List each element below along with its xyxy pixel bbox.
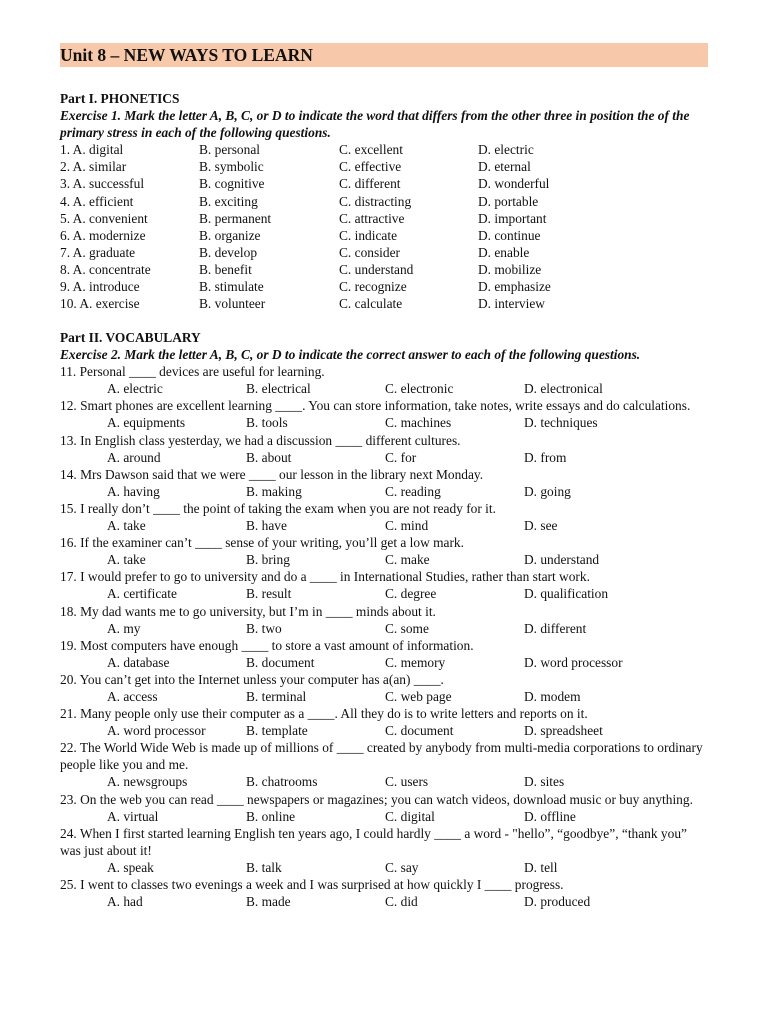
phonetics-rows bbox=[60, 141, 720, 312]
answer-option: D. different bbox=[524, 620, 587, 636]
question-text: 19. Most computers have enough ____ to store a vast amount of information. bbox=[60, 637, 474, 653]
answer-option: C. some bbox=[385, 620, 429, 636]
answer-option: B. about bbox=[246, 449, 292, 465]
answer-option: B. tools bbox=[246, 415, 288, 431]
phonetics-row bbox=[60, 158, 720, 175]
answer-option: B. result bbox=[246, 586, 292, 602]
question-text: 16. If the examiner can’t ____ sense of your writing, you’ll get a low mark. bbox=[60, 535, 464, 551]
question-text: 22. The World Wide Web is made up of millions of ____ created by anybody from multi-media corporations to ordinary people like you and me. bbox=[60, 740, 703, 773]
phonetics-option: B. stimulate bbox=[199, 279, 264, 295]
part1-instruction: Exercise 1. Mark the letter A, B, C, or D to indicate the word that differs from the other three in position the of the primary stress in each of the following questions. bbox=[60, 108, 690, 141]
answer-option: D. from bbox=[524, 449, 567, 465]
answer-option: A. take bbox=[107, 552, 146, 568]
question-text: 18. My dad wants me to go university, but I’m in ____ minds about it. bbox=[60, 603, 436, 619]
answer-option: B. making bbox=[246, 483, 302, 499]
part2-section bbox=[60, 329, 720, 910]
question-text: 21. Many people only use their computer as a ____. All they do is to write letters and reports on it. bbox=[60, 706, 588, 722]
answer-option: D. modem bbox=[524, 688, 581, 704]
answer-option: B. electrical bbox=[246, 381, 311, 397]
phonetics-option: 4. A. efficient bbox=[60, 193, 134, 209]
part2-heading: Part II. VOCABULARY bbox=[60, 330, 201, 345]
phonetics-option: 7. A. graduate bbox=[60, 244, 136, 260]
phonetics-row bbox=[60, 278, 720, 295]
answer-option: A. take bbox=[107, 518, 146, 534]
answer-option: A. electric bbox=[107, 381, 163, 397]
phonetics-option: C. different bbox=[339, 176, 401, 192]
answer-option: A. word processor bbox=[107, 723, 206, 739]
answer-option: D. understand bbox=[524, 552, 600, 568]
question-text: 17. I would prefer to go to university and do a ____ in International Studies, rather than start work. bbox=[60, 569, 590, 585]
phonetics-option: B. symbolic bbox=[199, 159, 264, 175]
answer-option: D. qualification bbox=[524, 586, 609, 602]
answer-option: D. going bbox=[524, 483, 571, 499]
phonetics-option: D. enable bbox=[478, 244, 530, 260]
document-title: Unit 8 – NEW WAYS TO LEARN bbox=[60, 45, 313, 65]
phonetics-option: B. develop bbox=[199, 244, 258, 260]
answer-option: B. two bbox=[246, 620, 282, 636]
phonetics-row bbox=[60, 227, 720, 244]
answer-option: A. certificate bbox=[107, 586, 177, 602]
answer-option: C. web page bbox=[385, 688, 452, 704]
answer-option: D. techniques bbox=[524, 415, 598, 431]
answer-option: A. access bbox=[107, 688, 158, 704]
phonetics-option: 6. A. modernize bbox=[60, 227, 146, 243]
answer-options-row bbox=[60, 517, 720, 534]
question-text: 12. Smart phones are excellent learning ____. You can store information, take notes, write essays and do calculations. bbox=[60, 398, 691, 414]
answer-options-row bbox=[60, 859, 720, 876]
phonetics-option: B. benefit bbox=[199, 261, 252, 277]
answer-option: A. database bbox=[107, 654, 170, 670]
phonetics-row bbox=[60, 193, 720, 210]
answer-options-row bbox=[60, 414, 720, 431]
vocabulary-questions bbox=[60, 363, 720, 910]
question-text: 20. You can’t get into the Internet unless your computer has a(an) ____. bbox=[60, 671, 444, 687]
answer-option: B. made bbox=[246, 894, 291, 910]
answer-option: B. chatrooms bbox=[246, 774, 318, 790]
answer-options-row bbox=[60, 722, 720, 739]
answer-option: A. equipments bbox=[107, 415, 186, 431]
phonetics-option: D. important bbox=[478, 210, 547, 226]
phonetics-option: D. continue bbox=[478, 227, 541, 243]
answer-option: A. my bbox=[107, 620, 141, 636]
phonetics-row bbox=[60, 261, 720, 278]
question-text: 11. Personal ____ devices are useful for learning. bbox=[60, 364, 325, 380]
answer-option: C. make bbox=[385, 552, 430, 568]
answer-option: C. degree bbox=[385, 586, 437, 602]
phonetics-option: B. personal bbox=[199, 142, 260, 158]
answer-option: D. offline bbox=[524, 808, 576, 824]
phonetics-option: D. emphasize bbox=[478, 279, 551, 295]
answer-option: C. did bbox=[385, 894, 418, 910]
phonetics-row bbox=[60, 175, 720, 192]
answer-option: B. terminal bbox=[246, 688, 307, 704]
answer-option: C. for bbox=[385, 449, 417, 465]
answer-options-row bbox=[60, 585, 720, 602]
title-bar bbox=[60, 43, 708, 67]
answer-option: C. mind bbox=[385, 518, 429, 534]
part1-heading: Part I. PHONETICS bbox=[60, 91, 180, 106]
answer-option: B. have bbox=[246, 518, 287, 534]
answer-option: A. around bbox=[107, 449, 161, 465]
answer-option: C. document bbox=[385, 723, 454, 739]
phonetics-option: C. recognize bbox=[339, 279, 407, 295]
answer-option: A. newsgroups bbox=[107, 774, 188, 790]
answer-options-row bbox=[60, 449, 720, 466]
phonetics-option: 5. A. convenient bbox=[60, 210, 148, 226]
phonetics-option: C. effective bbox=[339, 159, 402, 175]
answer-option: B. template bbox=[246, 723, 308, 739]
answer-option: D. electronical bbox=[524, 381, 603, 397]
phonetics-option: D. portable bbox=[478, 193, 539, 209]
phonetics-option: D. eternal bbox=[478, 159, 531, 175]
phonetics-option: D. interview bbox=[478, 296, 545, 312]
answer-options-row bbox=[60, 654, 720, 671]
phonetics-option: D. wonderful bbox=[478, 176, 550, 192]
answer-option: C. reading bbox=[385, 483, 441, 499]
phonetics-option: 8. A. concentrate bbox=[60, 261, 151, 277]
phonetics-option: 10. A. exercise bbox=[60, 296, 140, 312]
question-text: 23. On the web you can read ____ newspapers or magazines; you can watch videos, download music or buy anything. bbox=[60, 791, 693, 807]
answer-option: B. online bbox=[246, 808, 296, 824]
answer-option: D. spreadsheet bbox=[524, 723, 603, 739]
answer-options-row bbox=[60, 551, 720, 568]
phonetics-row bbox=[60, 141, 720, 158]
phonetics-option: B. organize bbox=[199, 227, 261, 243]
phonetics-option: C. distracting bbox=[339, 193, 412, 209]
phonetics-row bbox=[60, 295, 720, 312]
phonetics-option: 3. A. successful bbox=[60, 176, 145, 192]
phonetics-option: D. electric bbox=[478, 142, 534, 158]
answer-options-row bbox=[60, 808, 720, 825]
answer-option: A. had bbox=[107, 894, 143, 910]
answer-options-row bbox=[60, 483, 720, 500]
answer-options-row bbox=[60, 893, 720, 910]
question-text: 14. Mrs Dawson said that we were ____ our lesson in the library next Monday. bbox=[60, 466, 484, 482]
question-text: 25. I went to classes two evenings a week and I was surprised at how quickly I ____ progress. bbox=[60, 877, 564, 892]
phonetics-option: C. indicate bbox=[339, 227, 398, 243]
answer-options-row bbox=[60, 620, 720, 637]
phonetics-option: 2. A. similar bbox=[60, 159, 127, 175]
part2-instruction: Exercise 2. Mark the letter A, B, C, or D to indicate the correct answer to each of the following questions. bbox=[60, 347, 641, 363]
answer-options-row bbox=[60, 773, 720, 790]
phonetics-option: B. permanent bbox=[199, 210, 272, 226]
question-text: 13. In English class yesterday, we had a discussion ____ different cultures. bbox=[60, 432, 461, 448]
phonetics-option: B. volunteer bbox=[199, 296, 266, 312]
phonetics-option: B. cognitive bbox=[199, 176, 265, 192]
answer-option: C. digital bbox=[385, 808, 435, 824]
phonetics-option: C. understand bbox=[339, 261, 414, 277]
question-text: 15. I really don’t ____ the point of taking the exam when you are not ready for it. bbox=[60, 500, 496, 516]
phonetics-option: B. exciting bbox=[199, 193, 258, 209]
answer-option: C. say bbox=[385, 859, 419, 875]
answer-option: D. sites bbox=[524, 774, 565, 790]
phonetics-option: 9. A. introduce bbox=[60, 279, 140, 295]
answer-option: D. tell bbox=[524, 859, 558, 875]
answer-option: D. see bbox=[524, 518, 558, 534]
answer-option: B. talk bbox=[246, 859, 282, 875]
phonetics-option: C. excellent bbox=[339, 142, 403, 158]
answer-option: C. memory bbox=[385, 654, 446, 670]
phonetics-option: C. attractive bbox=[339, 210, 405, 226]
answer-options-row bbox=[60, 380, 720, 397]
answer-option: C. machines bbox=[385, 415, 452, 431]
answer-option: B. document bbox=[246, 654, 315, 670]
answer-option: A. speak bbox=[107, 859, 154, 875]
phonetics-option: D. mobilize bbox=[478, 261, 542, 277]
answer-option: A. virtual bbox=[107, 808, 159, 824]
answer-option: C. electronic bbox=[385, 381, 454, 397]
answer-option: C. users bbox=[385, 774, 429, 790]
answer-option: D. produced bbox=[524, 894, 591, 910]
phonetics-option: 1. A. digital bbox=[60, 142, 124, 158]
answer-option: B. bring bbox=[246, 552, 290, 568]
answer-option: A. having bbox=[107, 483, 160, 499]
part1-section bbox=[60, 90, 720, 312]
phonetics-row bbox=[60, 244, 720, 261]
phonetics-option: C. calculate bbox=[339, 296, 403, 312]
answer-options-row bbox=[60, 688, 720, 705]
phonetics-row bbox=[60, 210, 720, 227]
phonetics-option: C. consider bbox=[339, 244, 400, 260]
question-text: 24. When I first started learning English ten years ago, I could hardly ____ a word - "hello”, “goodbye”, “thank you” was just about it! bbox=[60, 825, 687, 858]
answer-option: D. word processor bbox=[524, 654, 623, 670]
